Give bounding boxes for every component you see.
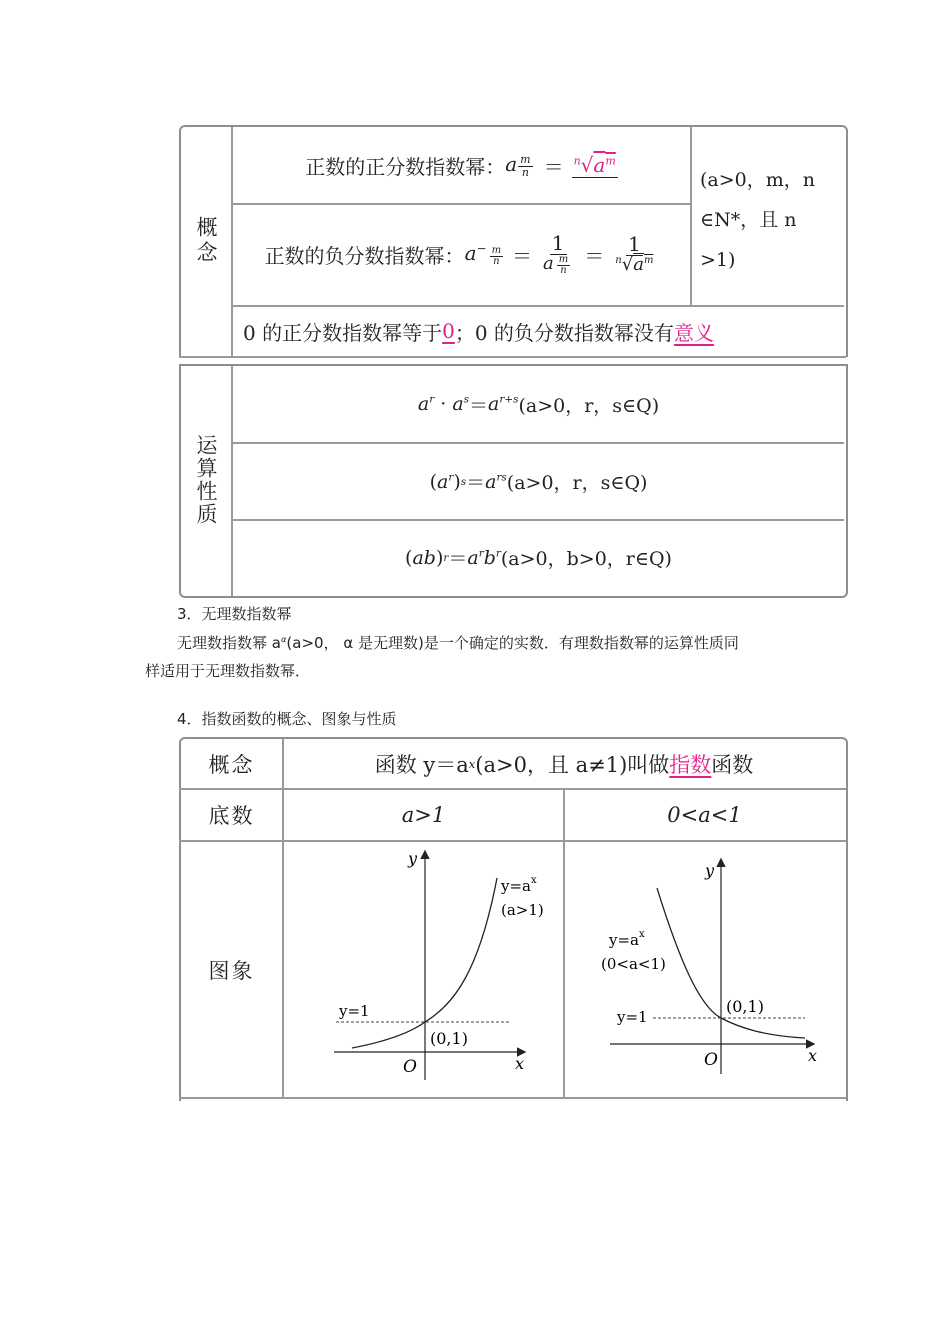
root-formula-answer: $^n√a^m$ — [573, 152, 616, 177]
section3-alpha: α — [280, 634, 287, 644]
t2-concept-answer: 指数 — [669, 752, 712, 777]
graph-a-greater-1 — [284, 842, 563, 1097]
zero-answer-2: 意义 — [673, 320, 714, 345]
graph1-origin: O — [403, 1057, 417, 1077]
t2-concept-text-c: 函数 — [711, 752, 754, 777]
graph2-cond: (0<a<1) — [601, 955, 666, 973]
t2-base-col2: 0<a<1 — [667, 803, 742, 827]
graph2-point: (0,1) — [726, 997, 764, 1016]
zero-answer: 0 — [442, 319, 455, 343]
graph1-point: (0,1) — [430, 1029, 468, 1048]
concept-label-text: 概念 — [194, 216, 218, 266]
t2-base-label: 底数 — [208, 804, 255, 828]
section3-para-2: (a>0， α 是无理数)是一个确定的实数．有理数指数幂的运算性质同 — [286, 634, 739, 652]
positive-power-text: 正数的正分数指数幂： — [305, 154, 506, 179]
exponent-condition — [700, 160, 840, 280]
section3-para-1: 无理数指数幂 a — [177, 634, 281, 652]
rule-power: ( $a^r$ ) s ＝ $a^{rs}$ (a>0，r，s∈Q) — [233, 444, 844, 519]
graph-a-less-1 — [565, 842, 844, 1097]
t2-concept-text-b: (a>0，且 a≠1)叫做 — [475, 752, 670, 777]
graph1-y-label: y — [408, 849, 418, 868]
section3-heading: 3．无理数指数幂 — [177, 605, 292, 623]
graph2-x-label: x — [808, 1046, 818, 1065]
rule-product-cond: (a>0，r，s∈Q) — [518, 394, 660, 417]
zero-power-row — [233, 307, 844, 355]
negative-fractional-power-row: 正数的负分数指数幂： a− $\frac{m}{n}$ ＝ 1 a $\frac{m}{n}$ ＝ $\frac{1}{^n√a^m}$ — [264, 230, 654, 276]
rule-power-cond: (a>0，r，s∈Q) — [506, 472, 648, 494]
concept-label — [181, 127, 231, 355]
section3-paragraph — [177, 632, 817, 653]
graph1-x-label: x — [515, 1054, 525, 1073]
formula-a-m-n: a $\frac{m}{n}$ — [505, 151, 531, 179]
t2-concept-label: 概念 — [208, 752, 255, 777]
section4-heading: 4．指数函数的概念、图象与性质 — [177, 710, 397, 728]
t2-concept-text-a: 函数 y＝a — [374, 752, 469, 777]
graph1-curve-label: $y=a^x$ — [501, 875, 537, 895]
condition-line-3: >1) — [700, 249, 736, 271]
graph1-y1-label: y=1 — [339, 1002, 370, 1020]
negative-power-text: 正数的负分数指数幂： — [264, 244, 465, 268]
graph2-y-label: y — [705, 861, 715, 880]
condition-line-1: (a>0，m，n — [700, 169, 816, 191]
graph1-cond: (a>1) — [501, 901, 544, 919]
operations-label-text: 运算性质 — [194, 434, 218, 526]
zero-text-a: 0 的正分数指数幂等于 — [243, 320, 443, 345]
graph2-y1-label: y=1 — [617, 1008, 648, 1026]
graph2-origin: O — [704, 1050, 718, 1070]
section3-paragraph-line2: 样适用于无理数指数幂． — [145, 662, 311, 680]
t2-concept-text: 函数 y＝a x (a>0，且 a≠1)叫做 指数 函数 — [284, 739, 844, 788]
zero-text-b: ；0 的负分数指数幂没有 — [454, 320, 674, 345]
rule-product: $a^r$ · $a^s$ ＝ $a^{r+s}$ (a>0，r，s∈Q) — [233, 366, 844, 442]
positive-fractional-power-row: 正数的正分数指数幂： a $\frac{m}{n}$ ＝ $^n√a^m$ — [305, 151, 616, 179]
t2-graph-label: 图象 — [208, 958, 255, 983]
t2-base-col1: a>1 — [401, 803, 446, 827]
operations-label — [181, 366, 231, 594]
rule-product-power: ( ab ) r ＝ $a^rb^r$ (a>0，b>0，r∈Q) — [233, 521, 844, 594]
rule-product-power-cond: (a>0，b>0，r∈Q) — [500, 548, 672, 570]
graph2-curve-label: $y=a^x$ — [609, 929, 645, 949]
condition-line-2: ∈N*，且 n — [700, 209, 797, 231]
